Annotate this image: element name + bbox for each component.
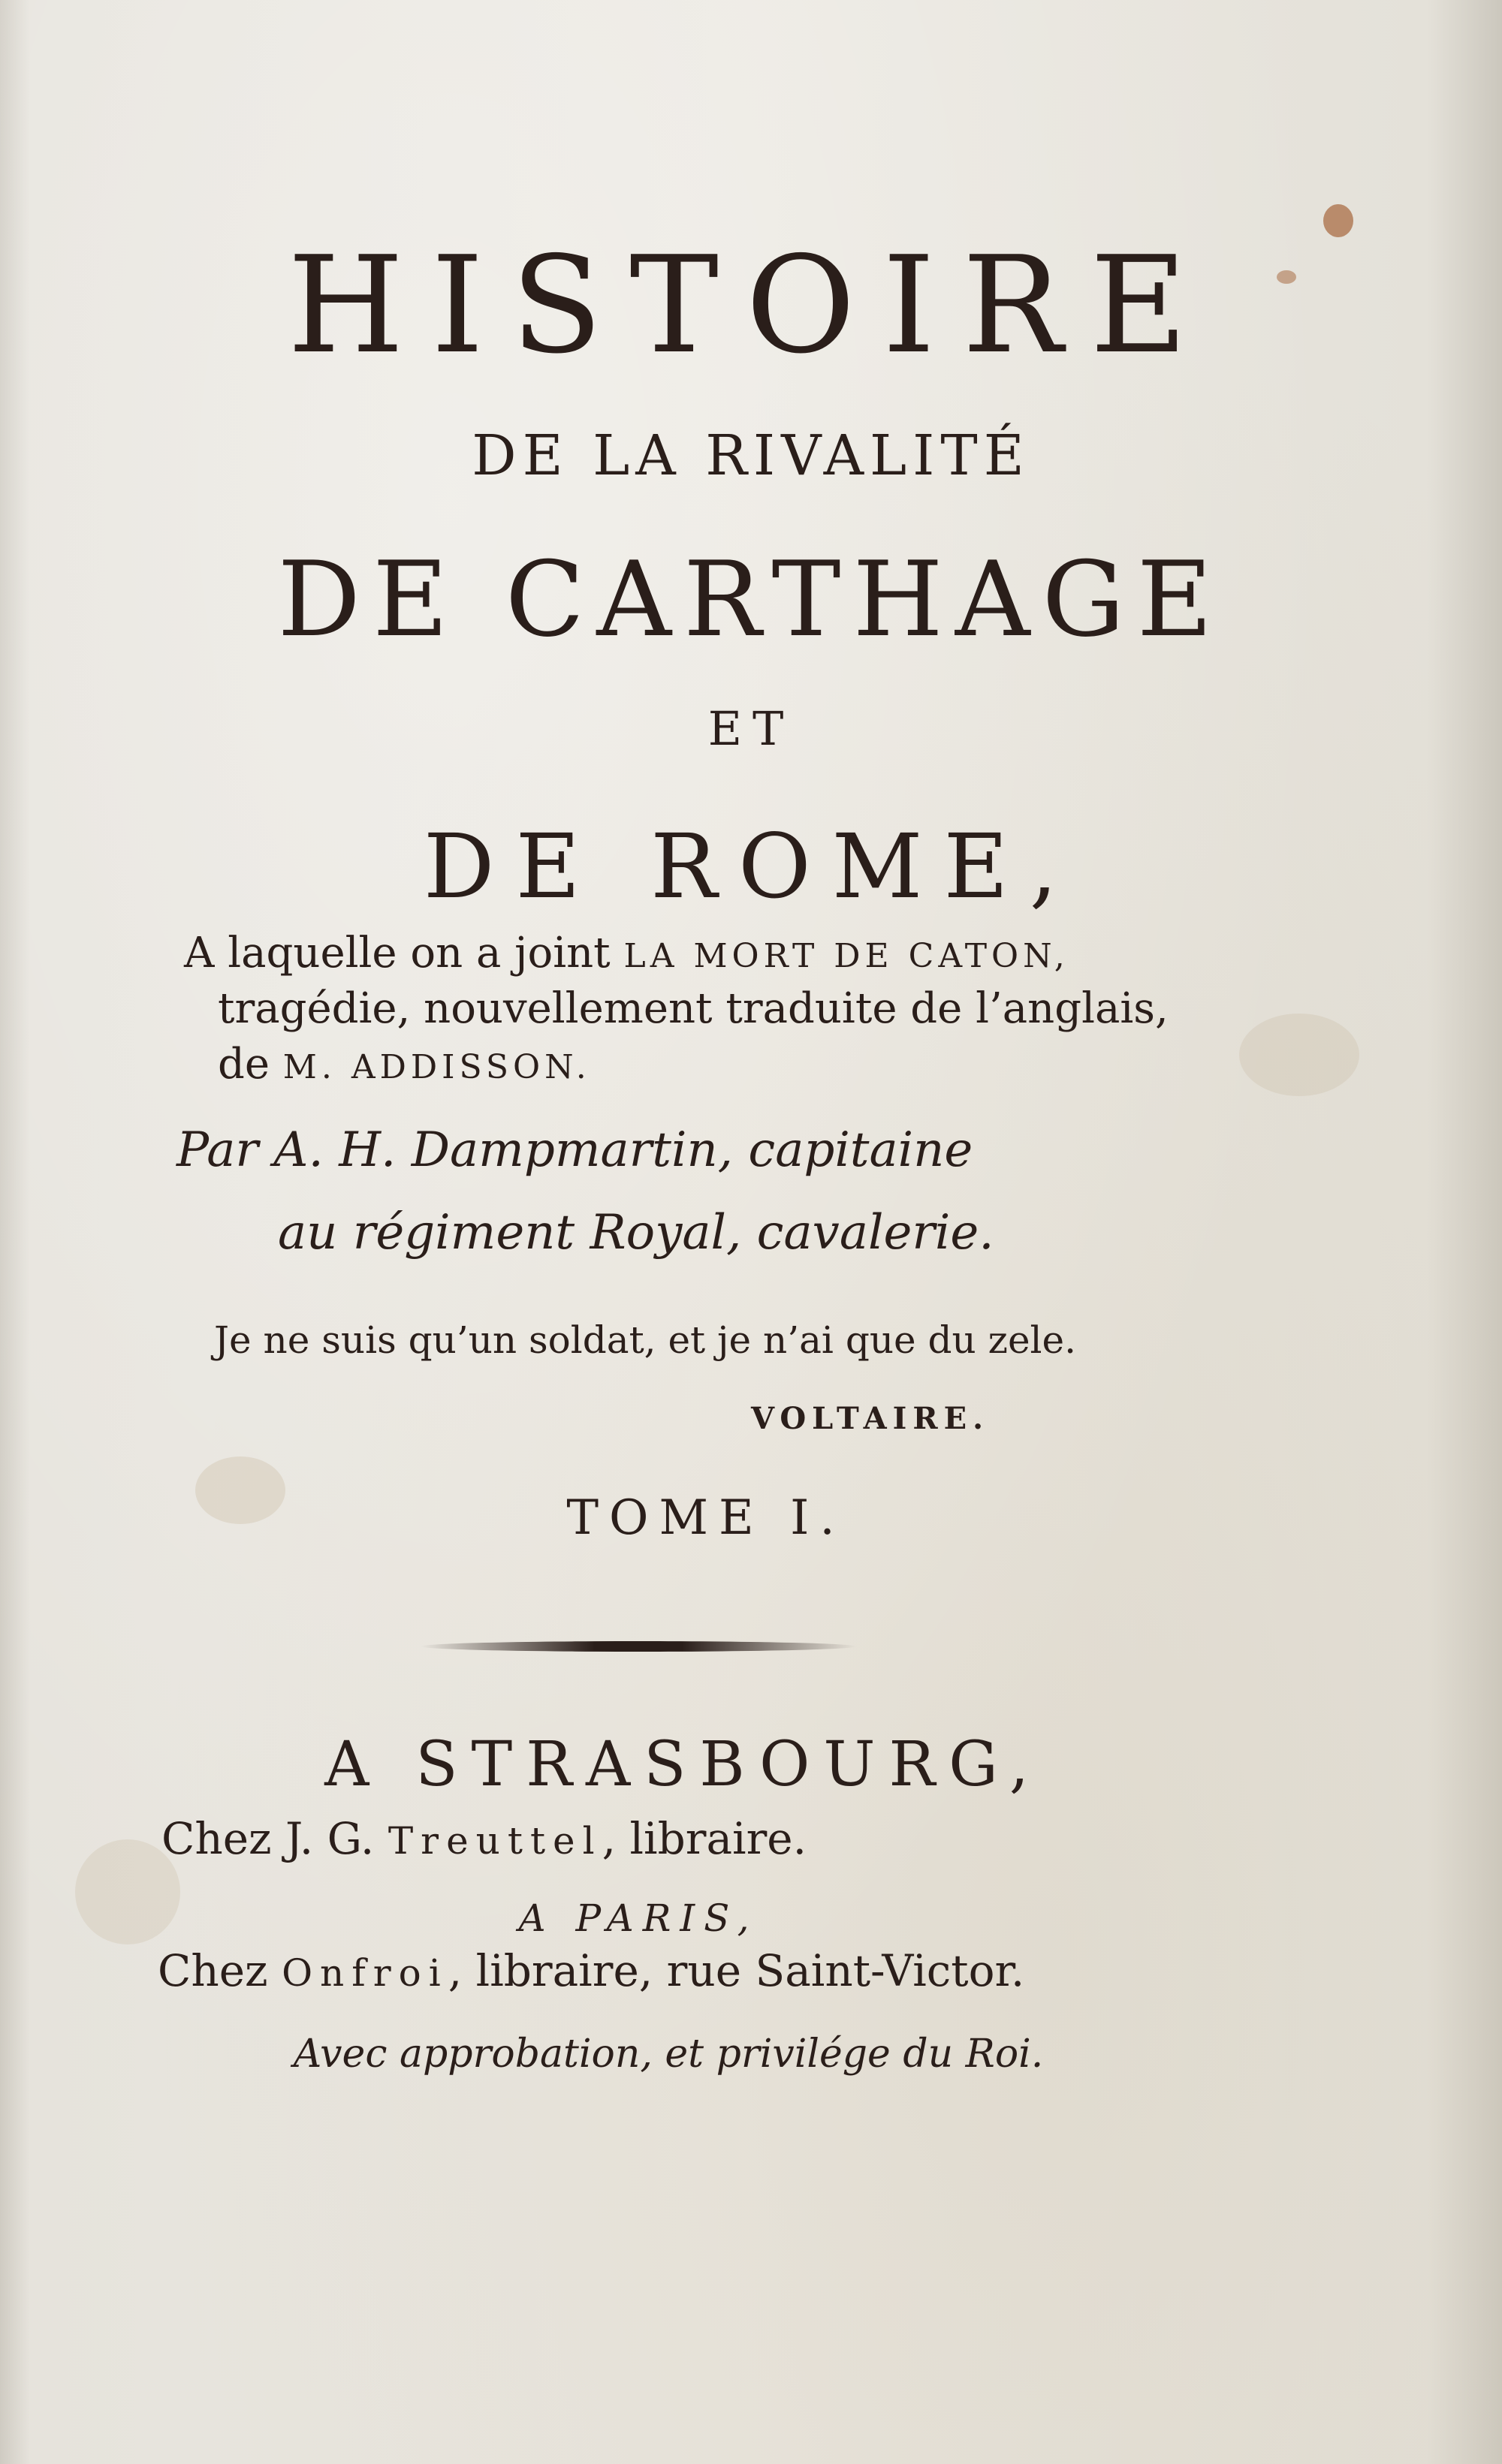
subtitle-line-3 (218, 1040, 591, 1089)
author-line-1: Par A. H. Dampmartin, capitaine (176, 1122, 973, 1178)
epigraph-source: VOLTAIRE. (751, 1401, 990, 1436)
ornamental-rule (421, 1641, 856, 1652)
stain (1239, 1014, 1359, 1096)
publisher-name-treuttel: Treuttel (388, 1819, 602, 1863)
subtitle-text: de (218, 1040, 283, 1089)
title-main: HISTOIRE (287, 227, 1215, 383)
publisher-text: , libraire, rue Saint-Victor. (448, 1945, 1025, 1996)
privilege-line: Avec approbation, et privilége du Roi. (293, 2032, 1044, 2077)
imprint-publisher-1 (161, 1813, 807, 1864)
subtitle-line-2: tragédie, nouvellement traduite de l’anglais, (218, 984, 1169, 1033)
publisher-text: Chez (158, 1945, 282, 1996)
imprint-city-strasbourg: A STRASBOURG, (324, 1729, 1042, 1800)
volume-number: TOME I. (566, 1490, 846, 1546)
stain (1323, 204, 1353, 237)
epigraph-quote: Je ne suis qu’un soldat, et je n’ai que du zele. (214, 1318, 1077, 1362)
subtitle-line-1 (184, 929, 1069, 977)
title-line-rome: DE ROME, (423, 815, 1079, 918)
title-line-rivalite: DE LA RIVALITÉ (472, 423, 1030, 488)
imprint-city-paris: A PARIS, (518, 1896, 759, 1940)
title-line-carthage: DE CARTHAGE (277, 539, 1225, 660)
title-line-et: ET (707, 701, 795, 756)
publisher-text: , libraire. (602, 1813, 807, 1864)
author-line-2: au régiment Royal, cavalerie. (278, 1205, 994, 1261)
imprint-publisher-2 (158, 1945, 1025, 1996)
subtitle-play-title: LA MORT DE CATON, (623, 937, 1069, 975)
publisher-name-onfroi: Onfroi (282, 1951, 448, 1995)
publisher-text: Chez J. G. (161, 1813, 388, 1864)
subtitle-author-name: M. ADDISSON. (282, 1048, 591, 1086)
subtitle-text: A laquelle on a joint (184, 929, 624, 977)
